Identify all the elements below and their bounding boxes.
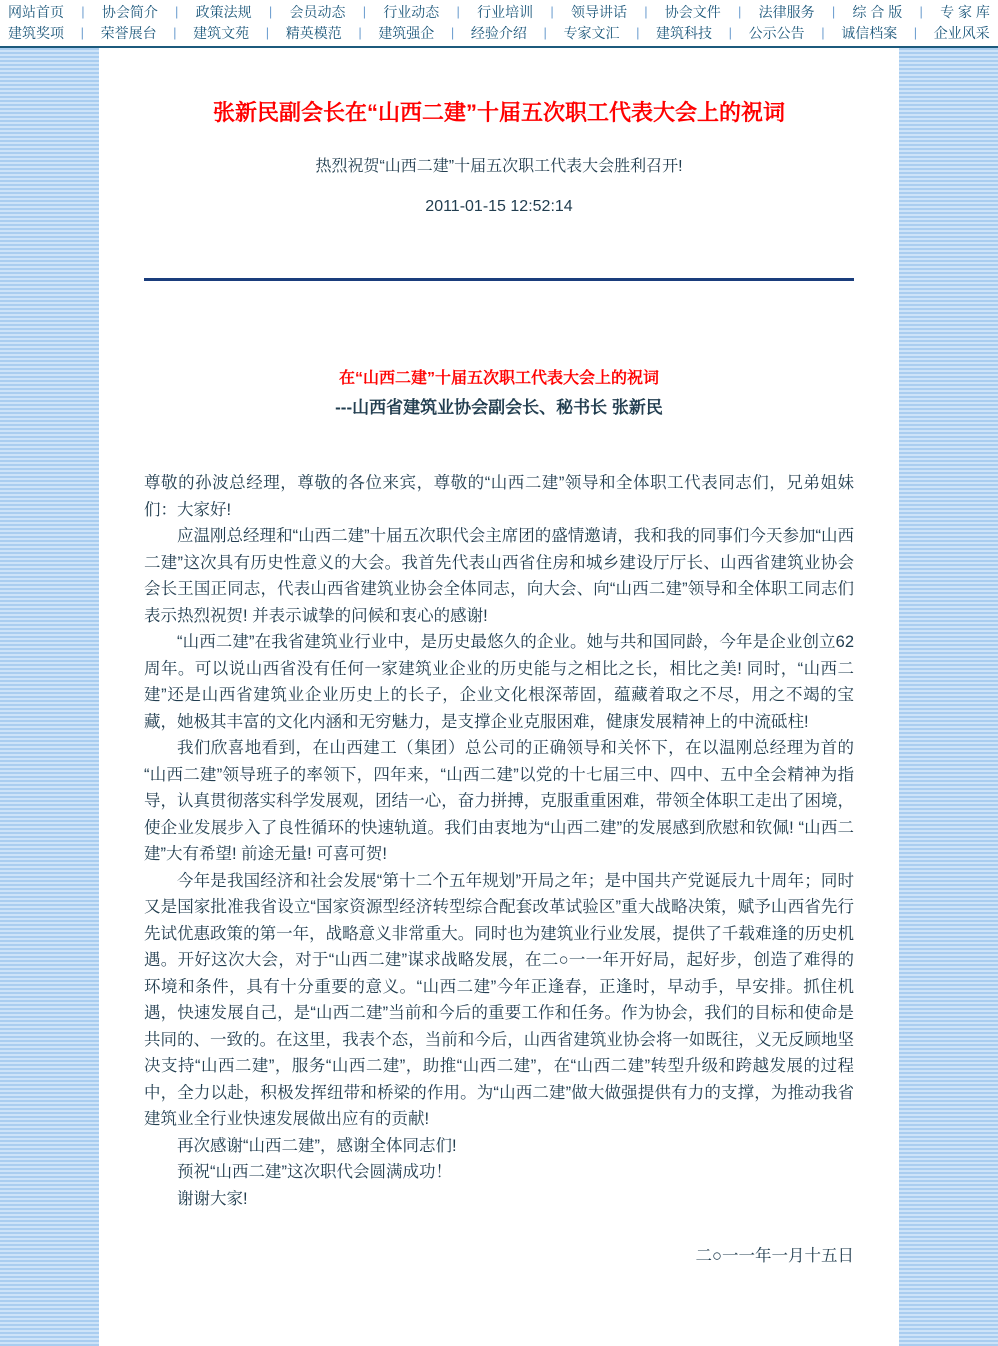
article-paragraph-3: 我们欣喜地看到，在山西建工（集团）总公司的正确领导和关怀下，在以温刚总经理为首的“山西二建”领导班子的率领下，四年来，“山西二建”以党的十七届三中、四中、五中全会精神为指导，认真贯彻落实科学发展观，团结一心，奋力拼搏，克服重重困难，带领全体职工走出了困境，使企业发展步入了良性循环的快速轨道。我们由衷地为“山西二建”的发展感到欣慰和钦佩! “山西二建”大有希望! 前途无量! 可喜可贺! <box>144 739 854 863</box>
nav-separator: | <box>821 25 825 40</box>
nav-separator: | <box>636 25 640 40</box>
nav-item-row1-10[interactable]: 专 家 库 <box>940 3 990 20</box>
nav-separator: | <box>80 25 84 40</box>
nav-separator: | <box>265 25 270 40</box>
nav-item-row2-1[interactable]: 荣誉展台 <box>100 24 157 41</box>
nav-separator: | <box>362 4 367 19</box>
nav-item-row2-7[interactable]: 建筑科技 <box>656 24 713 41</box>
nav-item-row2-0[interactable]: 建筑奖项 <box>8 24 64 41</box>
horizontal-divider <box>144 278 854 281</box>
nav-separator: | <box>81 4 85 19</box>
sign-date: 二○一一年一月十五日 <box>695 1247 854 1265</box>
nav-item-row1-9[interactable]: 综 合 版 <box>852 3 903 20</box>
speech-heading: 在“山西二建”十届五次职工代表大会上的祝词 <box>338 370 659 387</box>
article-paragraph-7: 谢谢大家! <box>177 1189 248 1208</box>
nav-row-secondary <box>4 22 994 43</box>
speech-byline: ---山西省建筑业协会副会长、秘书长 张新民 <box>335 398 663 417</box>
nav-separator: | <box>456 4 460 19</box>
article-datetime: 2011-01-15 12:52:14 <box>425 198 573 215</box>
nav-separator: | <box>173 25 177 40</box>
nav-item-row2-3[interactable]: 精英模范 <box>285 24 342 41</box>
article-paragraph-2: “山西二建”在我省建筑业行业中，是历史最悠久的企业。她与共和国同龄，今年是企业创立62周年。可以说山西省没有任何一家建筑业企业的历史能与之相比之长，相比之美! 同时，“山西二建”还是山西省建筑业企业历史上的长子，企业文化根深蒂固，蕴藏着取之不尽，用之不竭的宝藏，她极其丰富的文化内涵和无穷魅力，是支撑企业克服困难，健康发展精神上的中流砥柱! <box>144 633 854 731</box>
nav-separator: | <box>543 25 547 40</box>
nav-separator: | <box>550 4 554 19</box>
nav-separator: | <box>644 4 648 19</box>
article-page <box>99 48 899 1346</box>
article-body <box>144 470 854 1212</box>
nav-separator: | <box>919 4 923 19</box>
article-paragraph-1: 应温刚总经理和“山西二建”十届五次职代会主席团的盛情邀请，我和我的同事们今天参加“山西二建”这次具有历史性意义的大会。我首先代表山西省住房和城乡建设厅厅长、山西省建筑业协会会长王国正同志，代表山西省建筑业协会全体同志，向大会、向“山西二建”领导和全体职工同志们表示热烈祝贺! 并表示诚挚的问候和衷心的感谢! <box>144 527 854 625</box>
article-title: 张新民副会长在“山西二建”十届五次职工代表大会上的祝词 <box>212 100 785 125</box>
nav-item-row1-8[interactable]: 法律服务 <box>758 3 815 20</box>
article-paragraph-5: 再次感谢“山西二建”，感谢全体同志们! <box>177 1136 457 1155</box>
article-paragraph-4: 今年是我国经济和社会发展“第十二个五年规划”开局之年；是中国共产党诞辰九十周年；同时又是国家批准我省设立“国家资源型经济转型综合配套改革试验区”重大战略决策，赋予山西省先行先试优惠政策的第一年，战略意义非常重大。同时也为建筑业行业发展，提供了千载难逢的历史机遇。开好这次大会，对于“山西二建”谋求战略发展，在二○一一年开好局，起好步，创造了难得的环境和条件，具有十分重要的意义。“山西二建”今年正逢春，正逢时，早动手，早安排。抓住机遇，快速发展自己，是“山西二建”当前和今后的重要工作和任务。作为协会，我们的目标和使命是共同的、一致的。在这里，我表个态，当前和今后，山西省建筑业协会将一如既往，义无反顾地坚决支持“山西二建”，服务“山西二建”，助推“山西二建”，在“山西二建”转型升级和跨越发展的过程中，全力以赴，积极发挥纽带和桥梁的作用。为“山西二建”做大做强提供有力的支撑，为推动我省建筑业全行业快速发展做出应有的贡献! <box>144 871 854 1128</box>
article-subtitle: 热烈祝贺“山西二建”十届五次职工代表大会胜利召开! <box>315 158 683 175</box>
nav-item-row2-5[interactable]: 经验介绍 <box>470 24 527 41</box>
nav-item-row2-10[interactable]: 企业风采 <box>933 24 990 41</box>
nav-separator: | <box>268 4 273 19</box>
nav-item-row1-0[interactable]: 网站首页 <box>8 3 64 20</box>
nav-item-row1-5[interactable]: 行业培训 <box>477 3 534 20</box>
nav-item-row1-2[interactable]: 政策法规 <box>195 3 252 20</box>
nav-separator: | <box>738 4 742 19</box>
nav-separator: | <box>175 4 179 19</box>
nav-row-primary <box>4 1 994 22</box>
nav-item-row1-3[interactable]: 会员动态 <box>289 3 346 20</box>
nav-item-row2-6[interactable]: 专家文汇 <box>563 24 620 41</box>
nav-item-row1-6[interactable]: 领导讲话 <box>570 3 627 20</box>
nav-item-row2-2[interactable]: 建筑文苑 <box>193 24 250 41</box>
article-paragraph-6: 预祝“山西二建”这次职代会圆满成功！ <box>177 1163 452 1181</box>
nav-separator: | <box>913 25 918 40</box>
nav-separator: | <box>358 25 362 40</box>
article-paragraph-0: 尊敬的孙波总经理，尊敬的各位来宾，尊敬的“山西二建”领导和全体职工代表同志们，兄弟姐妹们：大家好! <box>144 474 854 519</box>
nav-separator: | <box>831 4 836 19</box>
nav-item-row2-8[interactable]: 公示公告 <box>748 24 805 41</box>
top-navigation <box>0 0 998 48</box>
nav-separator: | <box>728 25 733 40</box>
nav-item-row2-9[interactable]: 诚信档案 <box>841 24 898 41</box>
nav-item-row1-1[interactable]: 协会简介 <box>101 3 158 20</box>
nav-separator: | <box>450 25 455 40</box>
nav-item-row2-4[interactable]: 建筑强企 <box>378 24 435 41</box>
nav-item-row1-7[interactable]: 协会文件 <box>664 3 721 20</box>
nav-item-row1-4[interactable]: 行业动态 <box>383 3 440 20</box>
